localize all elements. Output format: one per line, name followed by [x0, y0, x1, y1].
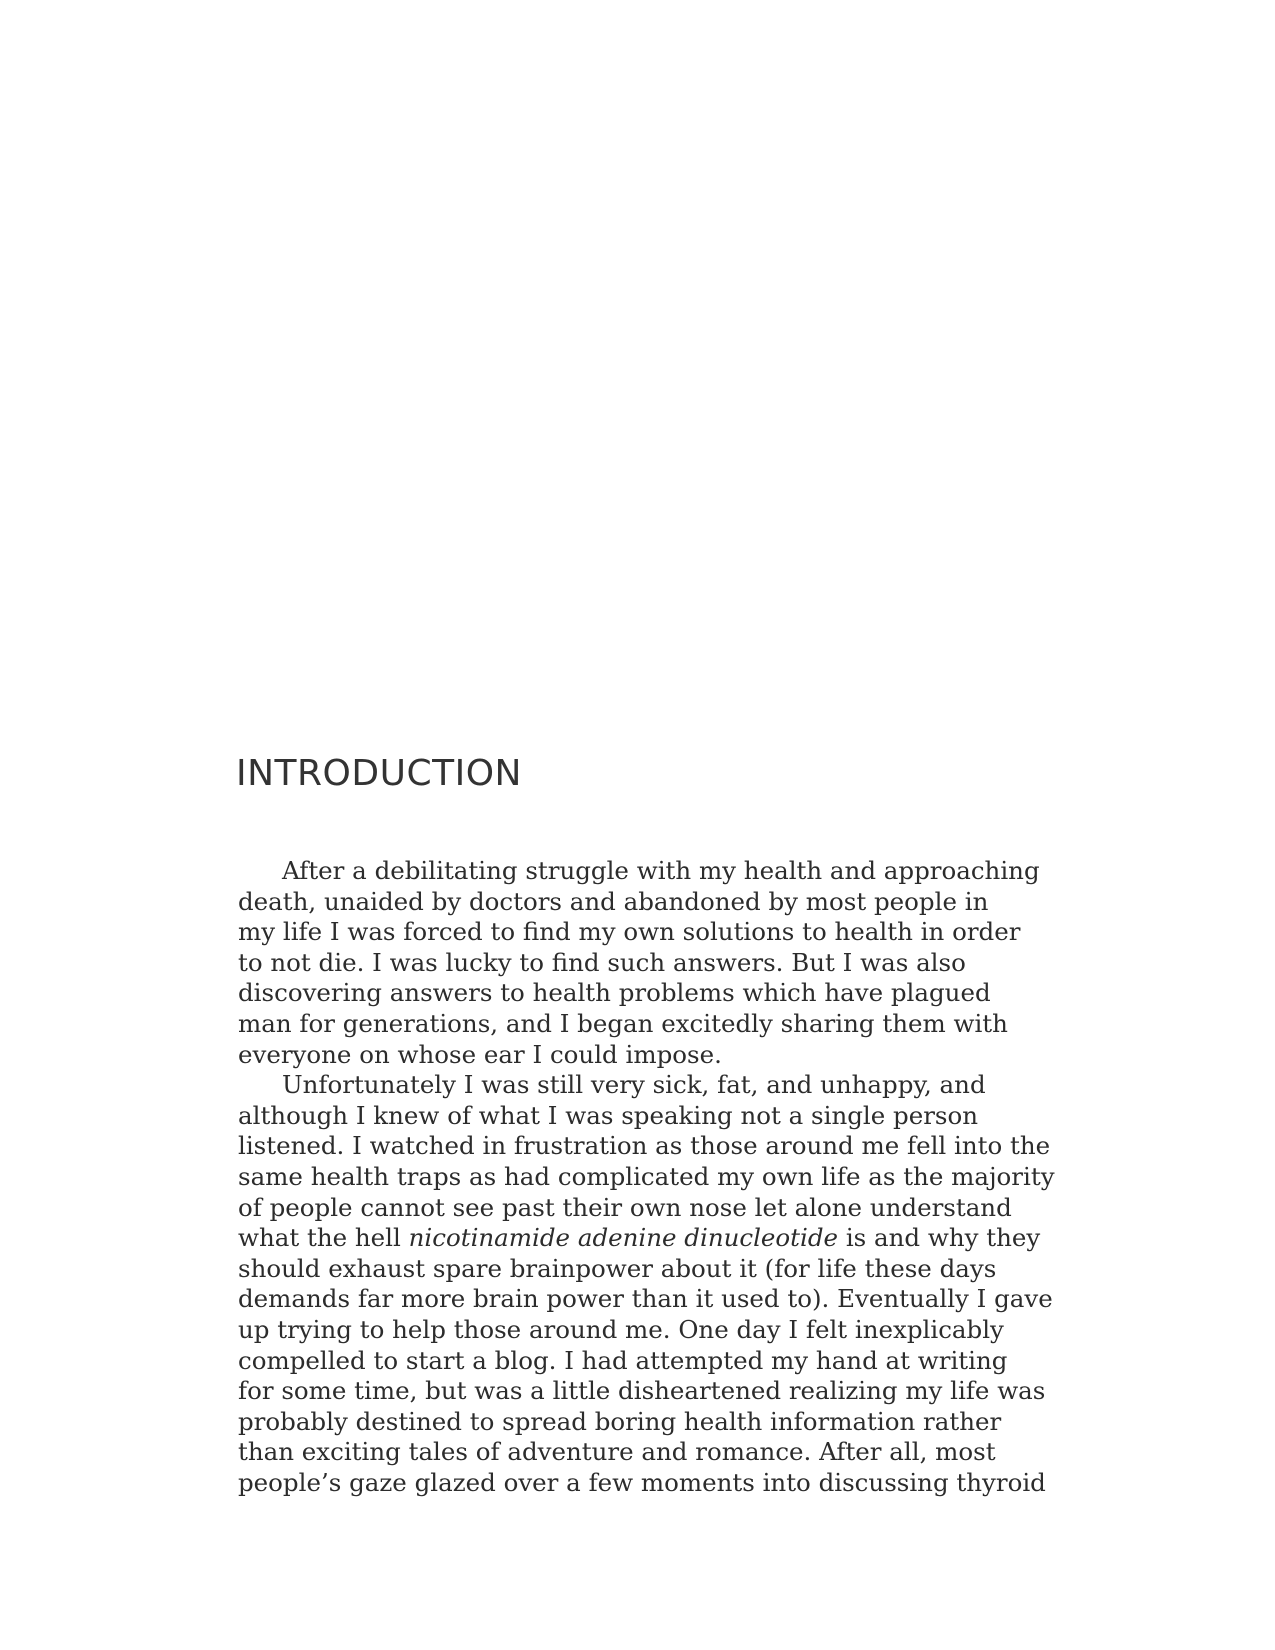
text-line: should exhaust spare brainpower about it (for life these days [238, 1253, 997, 1283]
text-line: discovering answers to health problems which have plagued [238, 978, 991, 1008]
text-line [238, 1223, 1060, 1254]
text-line: my life I was forced to find my own solutions to health in order [238, 917, 1021, 947]
body-text [238, 856, 1060, 1498]
italic-term: nicotinamide adenine dinucleotide [408, 1223, 839, 1253]
line-text: After a debilitating struggle with my health and approaching [282, 856, 1040, 885]
paragraph-2 [238, 1070, 1060, 1498]
line-text: is and why they [838, 1223, 1041, 1253]
text-line: up trying to help those around me. One day I felt inexplicably [238, 1314, 1004, 1344]
chapter-title: INTRODUCTION [236, 753, 522, 794]
text-line: compelled to start a blog. I had attempted my hand at writing [238, 1345, 1008, 1375]
paragraph-1 [238, 856, 1060, 1070]
text-line: of people cannot see past their own nose let alone understand [238, 1192, 1012, 1222]
line-text: Unfortunately I was still very sick, fat, and unhappy, and [282, 1070, 986, 1100]
text-line: demands far more brain power than it used to). Eventually I gave [238, 1284, 1053, 1314]
text-line: probably destined to spread boring health information rather [238, 1406, 1002, 1436]
text-line: than exciting tales of adventure and romance. After all, most [238, 1437, 996, 1467]
text-line: listened. I watched in frustration as those around me fell into the [238, 1131, 1051, 1161]
text-line [238, 856, 1060, 887]
text-line: man for generations, and I began excitedly sharing them with [238, 1008, 1008, 1038]
text-line: everyone on whose ear I could impose. [238, 1039, 722, 1069]
text-line: same health traps as had complicated my own life as the majority [238, 1161, 1055, 1191]
text-line: death, unaided by doctors and abandoned by most people in [238, 886, 989, 916]
text-line: people’s gaze glazed over a few moments into discussing thyroid [238, 1467, 1046, 1497]
text-line [238, 1070, 1060, 1101]
text-line: although I knew of what I was speaking not a single person [238, 1100, 979, 1130]
text-line: to not die. I was lucky to find such answers. But I was also [238, 947, 966, 977]
text-line: for some time, but was a little disheartened realizing my life was [238, 1376, 1046, 1406]
line-text: what the hell [238, 1223, 409, 1253]
